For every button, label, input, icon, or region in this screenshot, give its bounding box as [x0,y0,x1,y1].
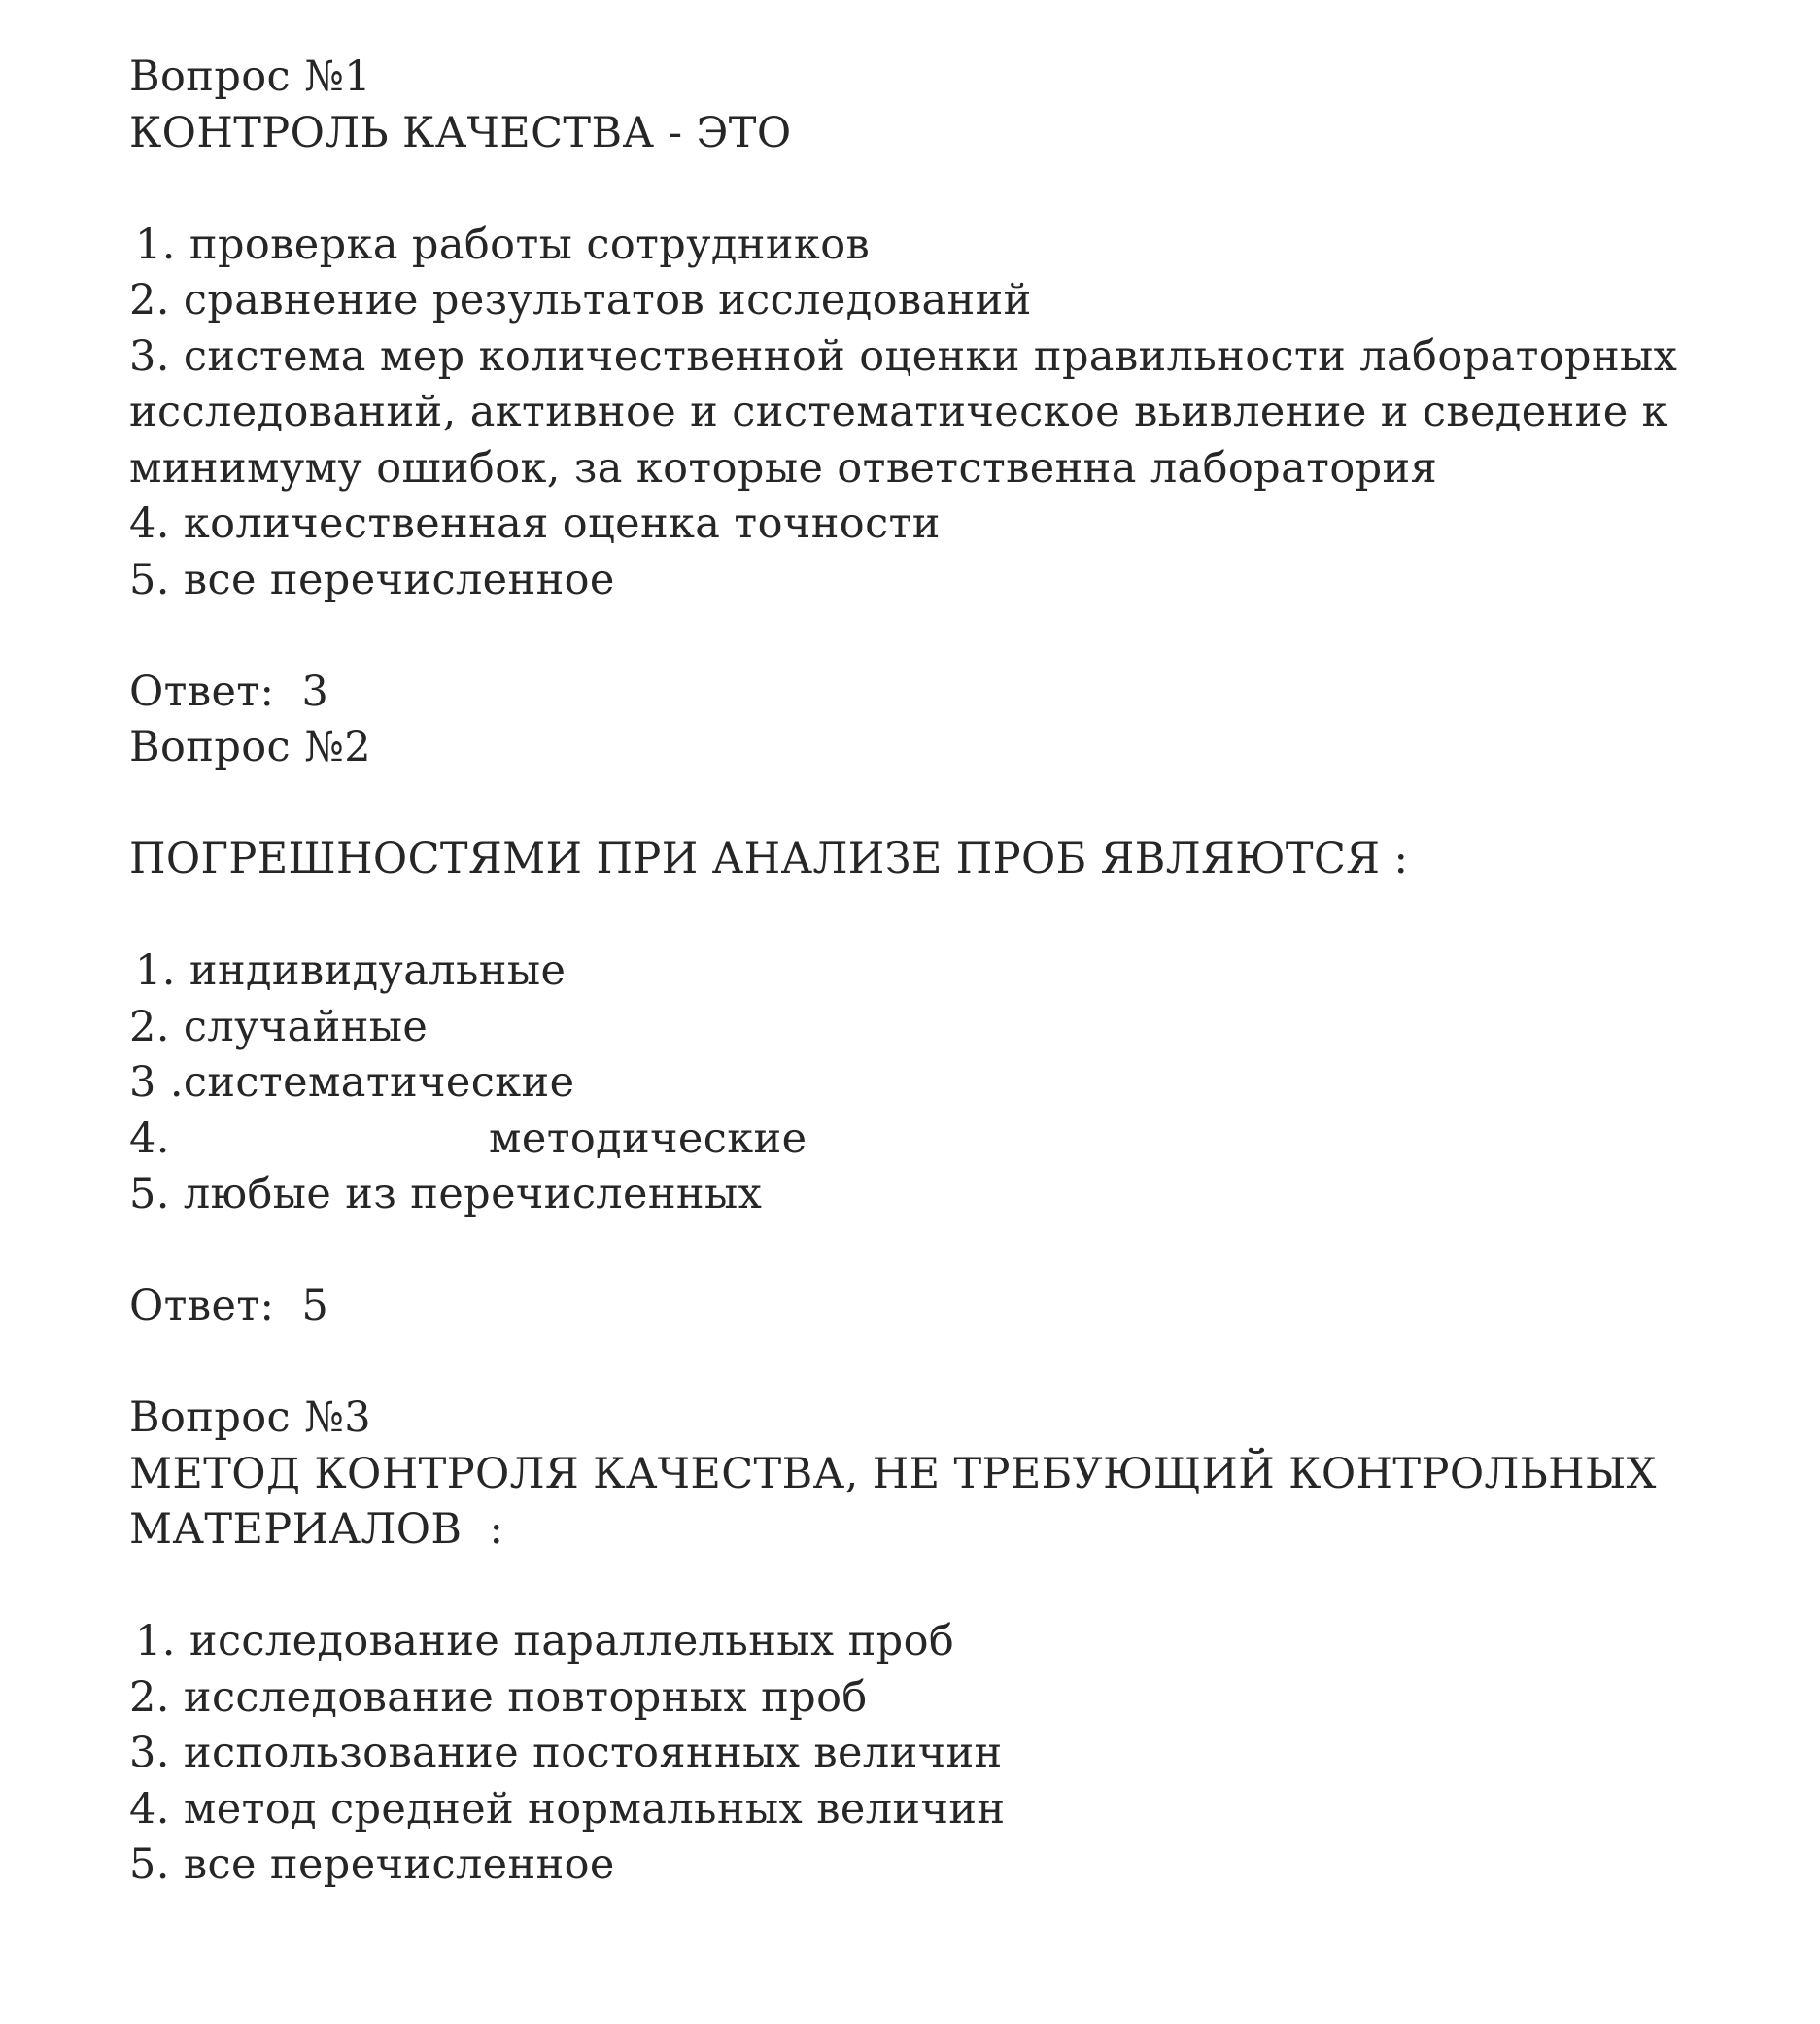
answer-option [129,1112,1723,1168]
answer-option: 3. использование постоянных величин [129,1729,1003,1777]
answer-option: 3 .систематические [129,1058,575,1107]
question-title: КОНТРОЛЬ КАЧЕСТВА - ЭТО [129,108,792,157]
spacer [129,1335,1723,1391]
spacer [129,1223,1723,1280]
answer-option: 2. случайные [129,1002,429,1051]
answer-key: Ответ: 3 [129,667,329,716]
answer-option: 3. система мер количественной оценки правильности лабораторных [129,331,1678,381]
question-header: Вопрос №2 [129,723,371,772]
answer-option: 2. исследование повторных проб [129,1672,868,1722]
spacer [129,608,1723,665]
question-header: Вопрос №3 [129,1393,371,1442]
question-title: ПОГРЕШНОСТЯМИ ПРИ АНАЛИЗЕ ПРОБ ЯВЛЯЮТСЯ : [129,835,1409,883]
answer-option: 4. количественная оценка точности [129,499,941,548]
answer-option: 1. индивидуальные [135,946,567,995]
answer-option-continuation: минимуму ошибок, за которые ответственна лаборатория [129,443,1438,493]
answer-option: 4. метод средней нормальных величин [129,1784,1006,1834]
question-title: МАТЕРИАЛОВ : [129,1505,504,1554]
spacer [129,161,1723,218]
question-header: Вопрос №1 [129,52,371,101]
spacer [129,1559,1723,1615]
answer-option: 1. исследование параллельных проб [135,1617,955,1665]
answer-key: Ответ: 5 [129,1282,329,1330]
answer-option-continuation: исследований, активное и систематическое вьивление и сведение к [129,388,1668,436]
answer-option-text: методические [489,1114,807,1163]
spacer [129,776,1723,833]
answer-option: 2. сравнение результатов исследований [129,276,1032,325]
question-title: МЕТОД КОНТРОЛЯ КАЧЕСТВА, НЕ ТРЕБУЮЩИЙ КОНТРОЛЬНЫХ [129,1449,1657,1498]
answer-option: 5. все перечисленное [129,1840,615,1889]
answer-option: 1. проверка работы сотрудников [135,220,871,269]
spacer [129,888,1723,944]
answer-option: 5. любые из перечисленных [129,1170,763,1218]
answer-option-number: 4. [129,1114,170,1163]
answer-option: 5. все перечисленное [129,555,615,604]
document-content [129,50,1723,1894]
